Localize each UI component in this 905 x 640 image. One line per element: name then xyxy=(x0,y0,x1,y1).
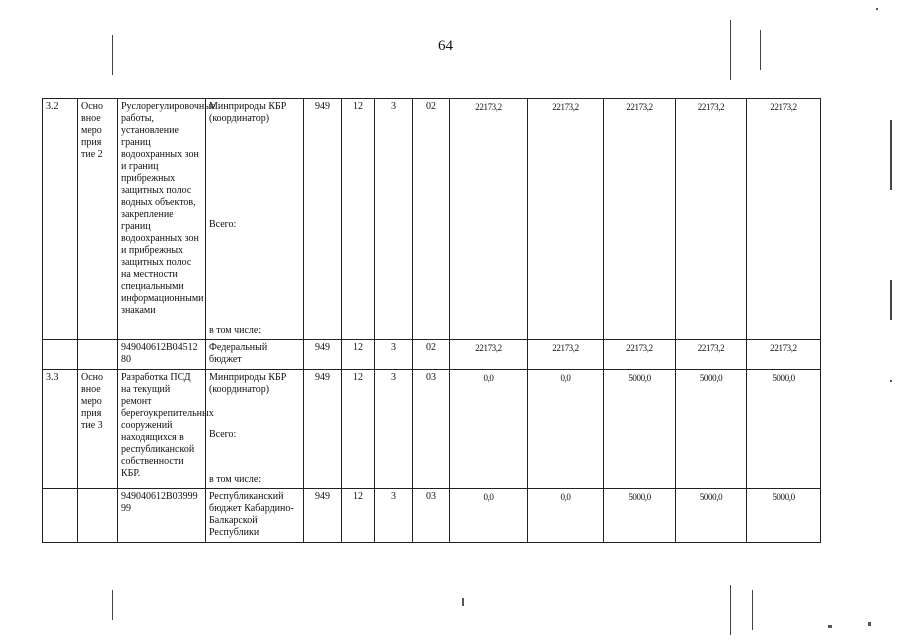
code-grbs: 949 xyxy=(304,340,342,370)
empty-cell xyxy=(78,340,118,370)
amount-1: 22173,2 xyxy=(450,340,528,370)
scan-artifact xyxy=(752,590,753,630)
amount-4: 22173,2 xyxy=(676,99,747,340)
code-sub: 03 xyxy=(413,370,450,489)
amount-5: 22173,2 xyxy=(747,99,821,340)
scan-artifact xyxy=(890,280,892,320)
code-sub: 02 xyxy=(413,99,450,340)
code-pr: 3 xyxy=(375,370,413,489)
empty-cell xyxy=(78,489,118,543)
code-rz: 12 xyxy=(342,340,375,370)
table-row xyxy=(43,99,821,340)
program-table xyxy=(42,98,821,543)
scan-artifact xyxy=(730,585,731,635)
responsible-cell xyxy=(206,370,304,489)
scan-artifact xyxy=(868,622,871,626)
amount-2: 0,0 xyxy=(528,370,604,489)
budget-code: 949040612В0451280 xyxy=(118,340,206,370)
table-row xyxy=(43,340,821,370)
responsible-cell xyxy=(206,99,304,340)
row-number: 3.2 xyxy=(43,99,78,340)
code-rz: 12 xyxy=(342,99,375,340)
scan-artifact xyxy=(828,625,832,628)
amount-4: 22173,2 xyxy=(676,340,747,370)
row-number: 3.3 xyxy=(43,370,78,489)
code-rz: 12 xyxy=(342,489,375,543)
code-pr: 3 xyxy=(375,489,413,543)
scan-artifact xyxy=(112,35,113,75)
including-label: в том числе: xyxy=(209,474,262,485)
amount-1: 22173,2 xyxy=(450,99,528,340)
scan-artifact xyxy=(890,380,892,382)
budget-code: 949040612В0399999 xyxy=(118,489,206,543)
amount-3: 5000,0 xyxy=(604,489,676,543)
scan-artifact xyxy=(890,120,892,190)
table-row xyxy=(43,489,821,543)
including-label: в том числе: xyxy=(209,325,262,336)
responsible-coordinator: Минприроды КБР (координатор) xyxy=(209,101,287,124)
scan-artifact xyxy=(112,590,113,620)
table-row xyxy=(43,370,821,489)
funding-source: Республиканский бюджет Кабардино-Балкарской Республики xyxy=(206,489,304,543)
amount-3: 22173,2 xyxy=(604,99,676,340)
amount-5: 5000,0 xyxy=(747,489,821,543)
scan-artifact xyxy=(730,20,731,80)
measure-name: Руслорегулировочные работы, установление границ водоохранных зон и границ прибрежных защитных полос водных объектов, закрепление границ водоохранных зон и прибрежных защитных полос на местности специальными информационными знаками xyxy=(118,99,206,340)
code-grbs: 949 xyxy=(304,370,342,489)
measure-name: Разработка ПСД на текущий ремонт берегоукрепительных сооружений находящихся в республиканской собственности КБР. xyxy=(118,370,206,489)
code-grbs: 949 xyxy=(304,99,342,340)
responsible-coordinator: Минприроды КБР (координатор) xyxy=(209,372,287,395)
amount-4: 5000,0 xyxy=(676,489,747,543)
total-label: Всего: xyxy=(209,219,237,230)
funding-source: Федеральный бюджет xyxy=(206,340,304,370)
amount-1: 0,0 xyxy=(450,489,528,543)
measure-type: Осно вное меро прия тие 3 xyxy=(78,370,118,489)
amount-3: 22173,2 xyxy=(604,340,676,370)
amount-5: 22173,2 xyxy=(747,340,821,370)
total-label: Всего: xyxy=(209,429,237,440)
amount-2: 22173,2 xyxy=(528,340,604,370)
code-grbs: 949 xyxy=(304,489,342,543)
scan-artifact xyxy=(760,30,761,70)
amount-3: 5000,0 xyxy=(604,370,676,489)
scan-artifact xyxy=(462,598,464,606)
amount-5: 5000,0 xyxy=(747,370,821,489)
scan-artifact xyxy=(876,8,878,10)
empty-cell xyxy=(43,340,78,370)
code-pr: 3 xyxy=(375,340,413,370)
code-rz: 12 xyxy=(342,370,375,489)
amount-1: 0,0 xyxy=(450,370,528,489)
empty-cell xyxy=(43,489,78,543)
amount-2: 22173,2 xyxy=(528,99,604,340)
amount-4: 5000,0 xyxy=(676,370,747,489)
measure-type: Осно вное меро прия тие 2 xyxy=(78,99,118,340)
page-number: 64 xyxy=(438,38,453,54)
code-pr: 3 xyxy=(375,99,413,340)
code-sub: 02 xyxy=(413,340,450,370)
code-sub: 03 xyxy=(413,489,450,543)
amount-2: 0,0 xyxy=(528,489,604,543)
